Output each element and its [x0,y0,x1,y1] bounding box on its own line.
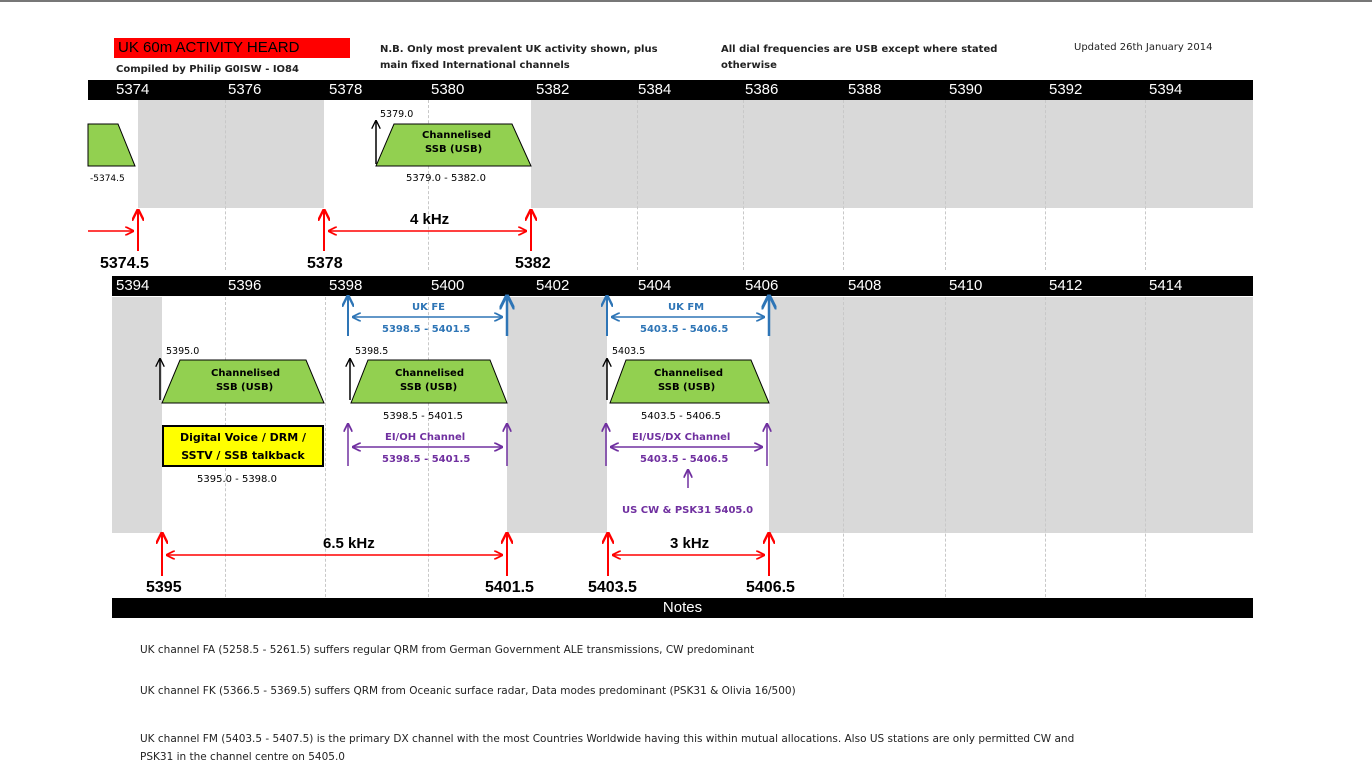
scale-tick: 5396 [228,277,262,294]
scale-tick: 5386 [745,81,779,98]
note-item: UK channel FK (5366.5 - 5369.5) suffers QRM from Oceanic surface radar, Data modes predominant (PSK31 & Olivia 16/500) [140,685,796,697]
marker-5406-5: 5406.5 [746,579,795,596]
us-cw-label: US CW & PSK31 5405.0 [622,505,754,516]
note-item: PSK31 in the channel centre on 5405.0 [140,751,345,763]
marker-5378: 5378 [307,255,343,272]
partial-edge-label: -5374.5 [90,174,125,184]
marker-5395: 5395 [146,579,182,596]
scale-tick: 5410 [949,277,983,294]
scale-tick: 5412 [1049,277,1083,294]
eius-label: EI/US/DX Channel [632,432,731,443]
digital-line2: SSTV / SSB talkback [181,449,305,462]
ssb2-line1: Channelised [395,368,464,379]
ssb3-range: 5403.5 - 5406.5 [641,411,721,422]
block-label-line1: Channelised [422,130,491,141]
uk-fe-range: 5398.5 - 5401.5 [382,324,471,335]
block-start-label: 5379.0 [380,109,414,120]
ssb1-start: 5395.0 [166,346,200,357]
block-label-line2: SSB (USB) [425,144,483,155]
dial-note-line2: otherwise [721,60,777,71]
digital-line1: Digital Voice / DRM / [179,431,307,444]
ssb3-line2: SSB (USB) [658,382,716,393]
scale-tick: 5376 [228,81,262,98]
span-label-4khz: 4 kHz [410,211,450,228]
scale-tick: 5388 [848,81,882,98]
compiled-by: Compiled by Philip G0ISW - IO84 [116,64,299,75]
block-range-label: 5379.0 - 5382.0 [406,173,486,184]
span-label-3khz: 3 kHz [670,535,710,552]
notes-heading: Notes [112,598,1253,618]
scale-tick: 5404 [638,277,672,294]
scale-tick: 5378 [329,81,363,98]
marker-5374-5: 5374.5 [100,255,149,272]
uk-fm-range: 5403.5 - 5406.5 [640,324,729,335]
digital-range: 5395.0 - 5398.0 [197,474,277,485]
scale-tick: 5394 [1149,81,1183,98]
digital-voice-box [162,425,324,467]
span-label-6-5khz: 6.5 kHz [323,535,375,552]
scale-tick: 5408 [848,277,882,294]
scale-tick: 5384 [638,81,672,98]
updated-date: Updated 26th January 2014 [1074,42,1213,53]
scale-tick: 5374 [116,81,150,98]
eius-range: 5403.5 - 5406.5 [640,454,729,465]
ssb3-line1: Channelised [654,368,723,379]
scale-tick: 5400 [431,277,465,294]
marker-5403-5: 5403.5 [588,579,637,596]
page-title: UK 60m ACTIVITY HEARD [114,38,350,58]
eioh-label: EI/OH Channel [385,432,466,443]
scale-tick: 5394 [116,277,150,294]
ssb2-start: 5398.5 [355,346,389,357]
scale-tick: 5398 [329,277,363,294]
nb-note-line1: N.B. Only most prevalent UK activity shown, plus [380,44,658,55]
ssb1-line2: SSB (USB) [216,382,274,393]
scale-tick: 5380 [431,81,465,98]
uk-fm-label: UK FM [668,302,705,313]
ssb1-line1: Channelised [211,368,280,379]
scale-tick: 5406 [745,277,779,294]
scale-tick: 5414 [1149,277,1183,294]
scale-tick: 5390 [949,81,983,98]
scale-tick: 5382 [536,81,570,98]
marker-5382: 5382 [515,255,551,272]
note-item: UK channel FA (5258.5 - 5261.5) suffers regular QRM from German Government ALE transmissions, CW predominant [140,644,755,656]
ssb2-line2: SSB (USB) [400,382,458,393]
eioh-range: 5398.5 - 5401.5 [382,454,471,465]
marker-5401-5: 5401.5 [485,579,534,596]
uk-fe-label: UK FE [412,302,446,313]
nb-note-line2: main fixed International channels [380,60,570,71]
note-item: UK channel FM (5403.5 - 5407.5) is the primary DX channel with the most Countries Worldwide having this within mutual allocations. Also US stations are only permitted CW and [140,733,1075,745]
ssb-block-partial [88,124,135,166]
ssb2-range: 5398.5 - 5401.5 [383,411,463,422]
scale-tick: 5392 [1049,81,1083,98]
dial-note-line1: All dial frequencies are USB except where stated [721,44,998,55]
ssb3-start: 5403.5 [612,346,646,357]
scale-tick: 5402 [536,277,570,294]
